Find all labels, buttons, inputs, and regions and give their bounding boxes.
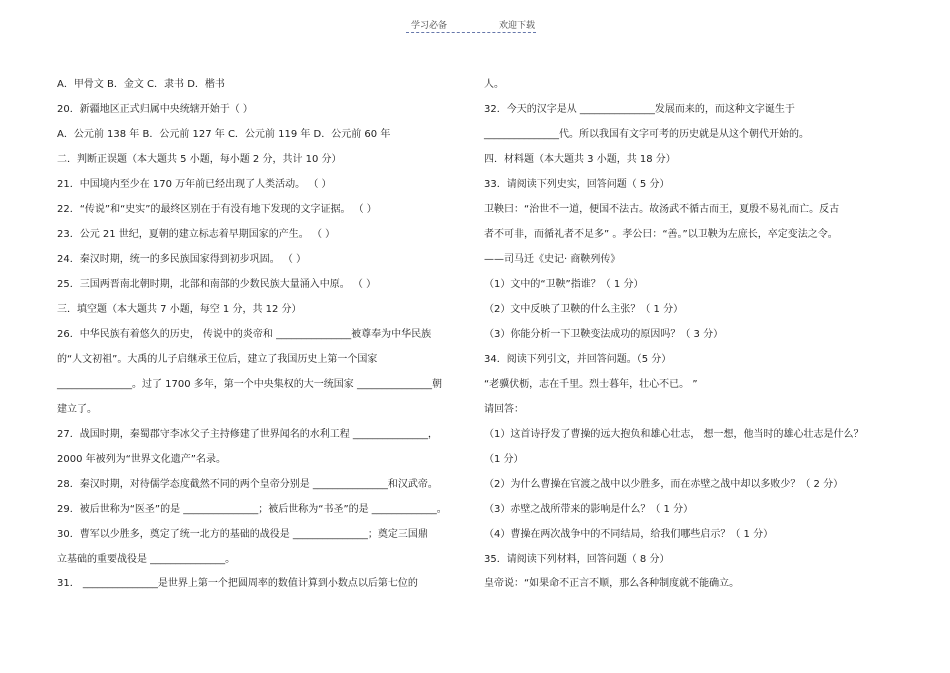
text-line: 32．今天的汉字是从 _______________发展而来的，而这种文字诞生于 xyxy=(484,104,795,115)
text-line: A．公元前 138 年 B．公元前 127 年 C．公元前 119 年 D．公元前 60 年 xyxy=(57,129,391,140)
text-line: （4）曹操在两次战争中的不同结局，给我们哪些启示？（ 1 分） xyxy=(484,529,774,540)
text-line: 2000 年被列为“世界文化遗产”名录。 xyxy=(57,454,226,465)
text-line: 28．秦汉时期，对待儒学态度截然不同的两个皇帝分别是 _______________和汉武帝。 xyxy=(57,479,438,490)
text-line: 34．阅读下列引文，并回答问题。（5 分） xyxy=(484,354,672,365)
header-underline xyxy=(406,32,536,33)
text-line: 22．“传说”和“史实”的最终区别在于有没有地下发现的文字证据。 （ ） xyxy=(57,204,377,215)
text-line: 四．材料题（本大题共 3 小题，共 18 分） xyxy=(484,154,676,165)
page-header xyxy=(0,12,950,32)
text-line: 请回答： xyxy=(484,404,524,415)
text-line: 皇帝说：“如果命不正言不顺，那么各种制度就不能确立。 xyxy=(484,578,740,589)
text-line: （1 分） xyxy=(484,454,524,465)
text-line: （3）你能分析一下卫鞅变法成功的原因吗？（ 3 分） xyxy=(484,329,724,340)
text-line: 24．秦汉时期，统一的多民族国家得到初步巩固。 （ ） xyxy=(57,254,307,265)
text-line: 35．请阅读下列材料，回答问题（ 8 分） xyxy=(484,554,670,565)
text-line: （1）这首诗抒发了曹操的远大抱负和雄心壮志， 想一想，他当时的雄心壮志是什么？ xyxy=(484,429,864,440)
text-line: 23．公元 21 世纪，夏朝的建立标志着早期国家的产生。 （ ） xyxy=(57,229,336,240)
text-line: 30．曹军以少胜多，奠定了统一北方的基础的战役是 _______________；奠定三国鼎 xyxy=(57,529,428,540)
text-line: （2）为什么曹操在官渡之战中以少胜多，而在赤壁之战中却以多败少？（ 2 分） xyxy=(484,479,844,490)
text-line: 立基础的重要战役是 _______________。 xyxy=(57,554,236,565)
text-line: 27．战国时期，秦蜀郡守李冰父子主持修建了世界闻名的水利工程 _______________， xyxy=(57,429,438,440)
text-line: 29．被后世称为“医圣”的是 _______________；被后世称为“书圣”的是 _____________。 xyxy=(57,504,447,515)
text-line: _______________代。所以我国有文字可考的历史就是从这个朝代开始的。 xyxy=(484,129,809,140)
text-line: A．甲骨文 B．金文 C．隶书 D．楷书 xyxy=(57,79,225,90)
text-line: 建立了。 xyxy=(57,404,97,415)
text-line: “老骥伏枥，志在千里。烈士暮年，壮心不已。 ” xyxy=(484,379,698,390)
text-line: 卫鞅曰：“治世不一道，便国不法古。故汤武不循古而王，夏殷不易礼而亡。反古 xyxy=(484,204,840,215)
text-line: （1）文中的“卫鞅”指谁？（ 1 分） xyxy=(484,279,644,290)
text-line: 33．请阅读下列史实，回答问题（ 5 分） xyxy=(484,179,670,190)
header-right-text: 欢迎下载 xyxy=(499,21,536,31)
text-line: 三．填空题（本大题共 7 小题，每空 1 分，共 12 分） xyxy=(57,304,302,315)
text-line: （3）赤壁之战所带来的影响是什么？（ 1 分） xyxy=(484,504,694,515)
text-line: 者不可非，而循礼者不足多” 。孝公曰：“善。”以卫鞅为左庶长，卒定变法之令。 xyxy=(484,229,838,240)
header-left-text: 学习必备 xyxy=(411,21,448,31)
text-line: 25．三国两晋南北朝时期，北部和南部的少数民族大量涌入中原。 （ ） xyxy=(57,279,377,290)
text-line: _______________。过了 1700 多年，第一个中央集权的大一统国家 _______________朝 xyxy=(57,379,442,390)
text-line: 31． _______________是世界上第一个把圆周率的数值计算到小数点以后第七位的 xyxy=(57,578,418,589)
text-line: 26．中华民族有着悠久的历史， 传说中的炎帝和 _______________被尊奉为中华民族 xyxy=(57,329,432,340)
text-line: 20．新疆地区正式归属中央统辖开始于（ ） xyxy=(57,104,253,115)
text-line: ——司马迁《史记· 商鞅列传》 xyxy=(484,254,621,265)
text-line: 21．中国境内至少在 170 万年前已经出现了人类活动。 （ ） xyxy=(57,179,332,190)
text-line: 人。 xyxy=(484,79,504,90)
text-line: 二．判断正误题（本大题共 5 小题，每小题 2 分，共计 10 分） xyxy=(57,154,342,165)
text-line: （2）文中反映了卫鞅的什么主张？（ 1 分） xyxy=(484,304,684,315)
text-line: 的“人文初祖”。大禹的儿子启继承王位后，建立了我国历史上第一个国家 xyxy=(57,354,378,365)
